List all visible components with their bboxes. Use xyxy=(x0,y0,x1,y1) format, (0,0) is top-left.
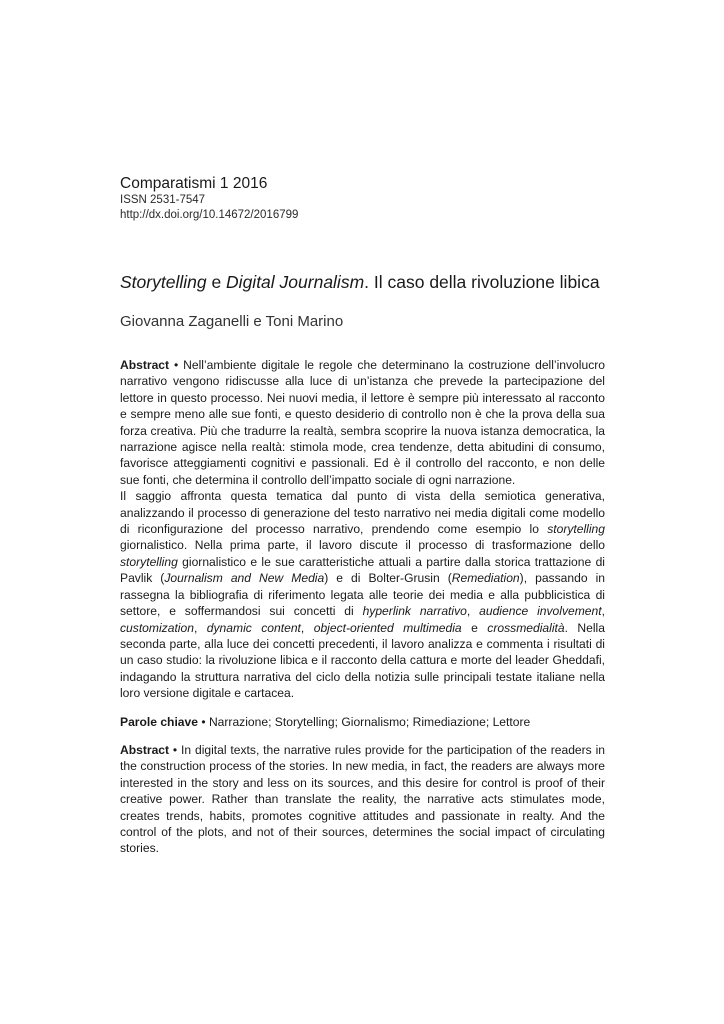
p2-seg-italic: Journalism and New Media xyxy=(164,571,325,586)
p2-seg: , xyxy=(300,620,314,635)
p2-seg-italic: dynamic content xyxy=(206,620,301,635)
p2-seg: giornalistico. Nella prima parte, il lavoro discute il processo di trasformazione dello xyxy=(120,538,605,553)
title-part-storytelling: Storytelling xyxy=(120,272,207,292)
abstract-it-text: • Nell’ambiente digitale le regole che determinano la costruzione dell’involucro narrativo vengono ridiscusse alla luce di un’istanza che prevede la partecipazione del lettore in questo processo. Nei nuovi media, il lettore è sempre più interessato al racconto e sempre meno alle sue fonti, e questo desiderio di controllo non è che la prova della sua forza creativa. Più che tradurre la realtà, sembra scoprire la nuova istanza democratica, la narrazione agisce nella realtà: stimola mode, crea tendenze, detta abitudini di consumo, favorisce atteggiamenti cognitivi e passionali. Ed è il controllo del racconto, e non delle sue fonti, che determina il controllo dell’impatto sociale di ogni narrazione. xyxy=(120,358,605,487)
p2-seg: . Nella seconda parte, alla luce dei concetti precedenti, il lavoro analizza e commenta i risultati di un caso studio: la rivoluzione libica e il racconto della cattura e morte del leader Gheddafi, indagando la struttura narrativa del ciclo della notizia sulle principali testate italiane nella loro versione digitale e cartacea. xyxy=(120,620,605,701)
spacer xyxy=(120,702,605,714)
abstract-en-text: • In digital texts, the narrative rules provide for the participation of the readers in the construction process of the stories. In new media, in fact, the readers are always more interested in the story and less on its sources, and this desire for control is proof of their creative power. Rather than translate the reality, the narrative acts stimulates mode, creates trends, habits, promotes cognitive attitudes and passionate in realty. And the control of the plots, and not of their sources, determines the social impact of circulating stories. xyxy=(120,742,605,856)
spacer xyxy=(120,730,605,742)
p2-seg: ), passando in rassegna la bibliografia di riferimento legata alle teorie dei media e alla pubblicistica di settore, e soffermandosi sui concetti di xyxy=(120,571,605,619)
keywords-text: • Narrazione; Storytelling; Giornalismo; Rimediazione; Lettore xyxy=(197,714,531,729)
p2-seg-italic: hyperlink narrativo xyxy=(362,604,467,619)
abstract-it-label: Abstract xyxy=(120,358,170,372)
abstract-en xyxy=(120,742,605,857)
doi-link[interactable]: http://dx.doi.org/10.14672/2016799 xyxy=(120,209,299,221)
title-part-e: e xyxy=(206,272,227,292)
p2-seg: , xyxy=(466,604,480,619)
journal-header xyxy=(120,174,298,223)
title-part-digital-journalism: Digital Journalism xyxy=(226,272,365,292)
p2-seg: , xyxy=(193,620,207,635)
abstract-it xyxy=(120,357,605,488)
p2-seg-italic: storytelling xyxy=(120,554,178,569)
issn: ISSN 2531-7547 xyxy=(120,194,206,206)
article-authors: Giovanna Zaganelli e Toni Marino xyxy=(120,313,344,330)
p2-seg: e xyxy=(461,620,488,635)
p2-seg: Il saggio affronta questa tematica dal punto di vista della semiotica generativa, analizzando il processo di generazione del testo narrativo nei media digitali come modello di riconfigurazione del processo narrativo, prendendo come esempio lo xyxy=(120,489,605,537)
p2-seg-italic: storytelling xyxy=(547,522,605,537)
p2-seg: , xyxy=(601,604,605,619)
p2-seg-italic: customization xyxy=(120,620,194,635)
keywords-it xyxy=(120,714,605,730)
p2-seg-italic: audience involvement xyxy=(479,604,602,619)
p2-seg-italic: object-oriented multimedia xyxy=(313,620,462,635)
abstract-en-label: Abstract xyxy=(120,742,170,757)
p2-seg-italic: Remediation xyxy=(451,571,520,586)
p2-seg-italic: crossmedialità xyxy=(487,620,565,635)
article-body xyxy=(120,357,605,857)
title-part-rest: . Il caso della rivoluzione libica xyxy=(364,272,600,292)
p2-seg: ) e di Bolter-Grusin ( xyxy=(324,571,452,586)
keywords-label: Parole chiave xyxy=(120,714,198,729)
journal-name: Comparatismi 1 2016 xyxy=(120,175,268,192)
article-title xyxy=(120,271,620,293)
p2-seg: giornalistico e le sue caratteristiche attuali a partire dalla storica trattazione di Pavlik ( xyxy=(120,554,605,586)
abstract-it-second-paragraph xyxy=(120,488,605,701)
